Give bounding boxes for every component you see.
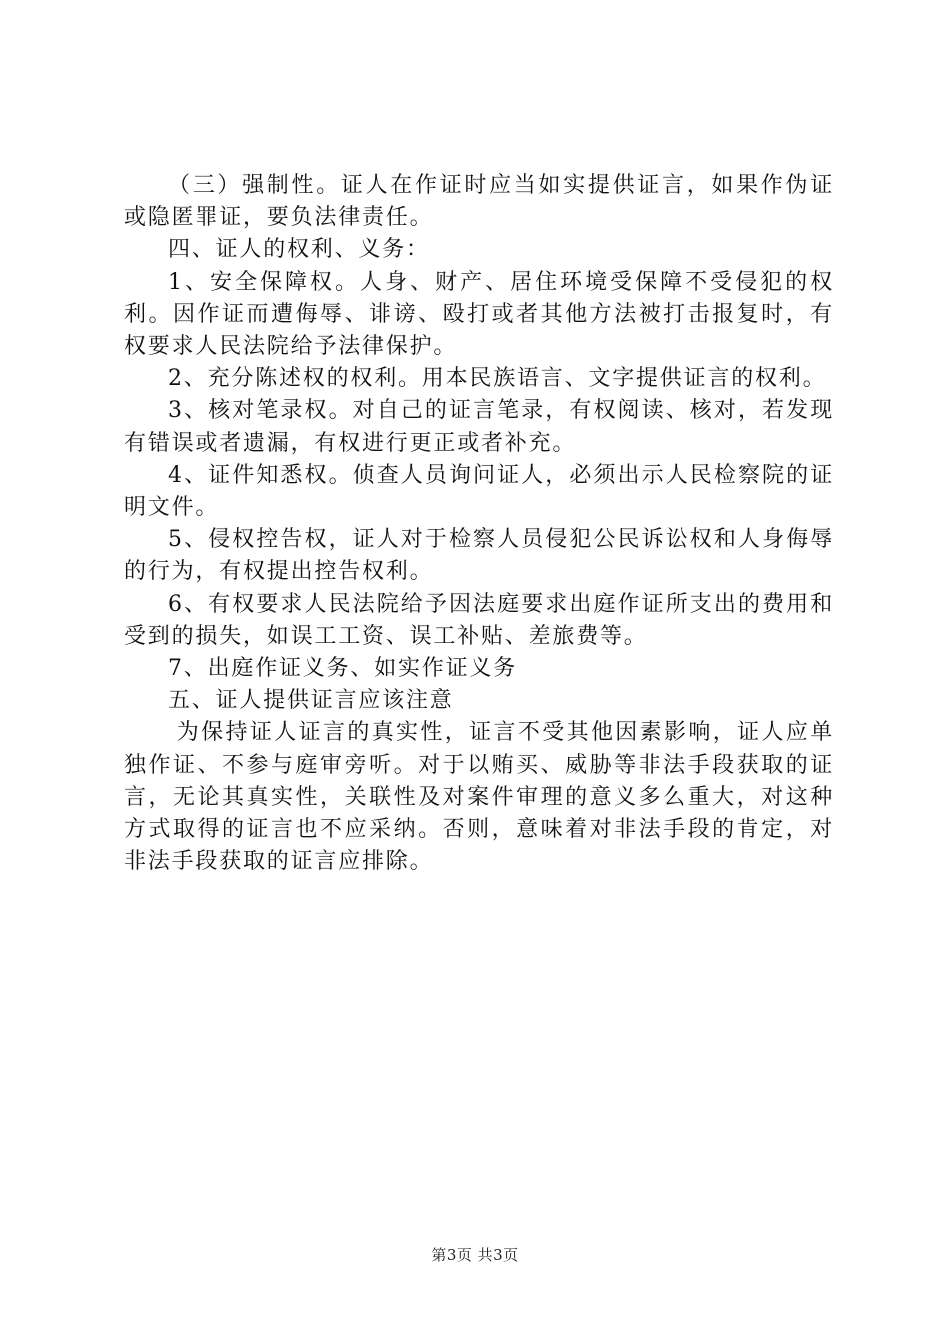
- page-number-footer: 第3页 共3页: [431, 1246, 519, 1264]
- paragraph-right-1: 1、安全保障权。人身、财产、居住环境受保障不受侵犯的权利。因作证而遭侮辱、诽谤、殴打或者其他方法被打击报复时，有权要求人民法院给予法律保护。: [124, 269, 834, 360]
- paragraph-right-5: 5、侵权控告权，证人对于检察人员侵犯公民诉讼权和人身侮辱的行为，有权提出控告权利。: [124, 527, 834, 585]
- paragraph-duty-7: 7、出庭作证义务、如实作证义务: [168, 656, 517, 682]
- paragraph-testimony-notes: 为保持证人证言的真实性，证言不受其他因素影响，证人应单独作证、不参与庭审旁听。对于以贿买、威胁等非法手段获取的证言，无论其真实性，关联性及对案件审理的意义多么重大，对这种方式取得的证言也不应采纳。否则，意味着对非法手段的肯定，对非法手段获取的证言应排除。: [124, 720, 834, 875]
- document-body: [124, 170, 834, 878]
- paragraph-right-3: 3、核对笔录权。对自己的证言笔录，有权阅读、核对，若发现有错误或者遗漏，有权进行更正或者补充。: [124, 398, 834, 456]
- paragraph-right-6: 6、有权要求人民法院给予因法庭要求出庭作证所支出的费用和受到的损失，如误工工资、误工补贴、差旅费等。: [124, 591, 834, 649]
- paragraph-right-2: 2、充分陈述权的权利。用本民族语言、文字提供证言的权利。: [168, 366, 827, 392]
- heading-rights-duties: 四、证人的权利、义务：: [168, 237, 430, 263]
- paragraph-compulsory: （三）强制性。证人在作证时应当如实提供证言，如果作伪证或隐匿罪证，要负法律责任。: [124, 173, 834, 231]
- heading-testimony-notes: 五、证人提供证言应该注意: [168, 688, 454, 714]
- paragraph-right-4: 4、证件知悉权。侦查人员询问证人，必须出示人民检察院的证明文件。: [124, 462, 834, 521]
